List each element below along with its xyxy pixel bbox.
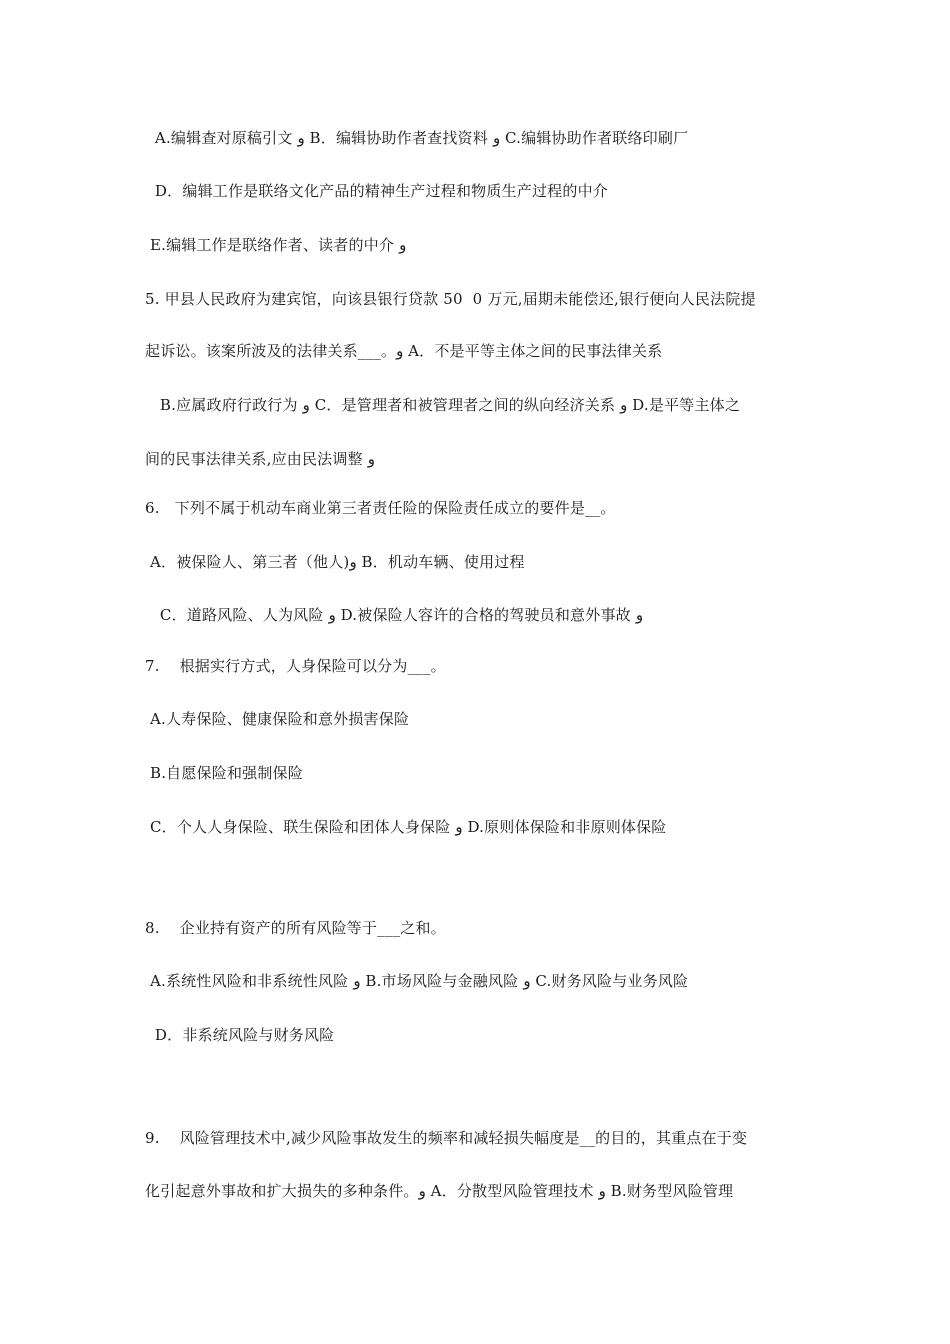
text-line: A.编辑查对原稿引文 ‌و B．编辑协助作者查找资料 ‌و C.编辑协助作者联络印刷厂 [145, 129, 689, 147]
question-6: 6. 下列不属于机动车商业第三者责任险的保险责任成立的要件是__。 [145, 499, 616, 517]
question-9-line-1: 9. 风险管理技术中,减少风险事故发生的频率和减轻损失幅度是__的目的，其重点在于变 [145, 1129, 748, 1147]
text-line: B.自愿保险和强制保险 [145, 764, 303, 782]
text-line: D．编辑工作是联络文化产品的精神生产过程和物质生产过程的中介 [145, 182, 608, 200]
text-line: A.系统性风险和非系统性风险 و B.市场风险与金融风险 و C.财务风险与业务风险 [145, 972, 689, 990]
text-line: B.应属政府行政行为 و C．是管理者和被管理者之间的纵向经济关系 و D.是平等主体之 [145, 396, 741, 414]
question-7: 7. 根据实行方式，人身保险可以分为___。 [145, 657, 446, 675]
question-5-line-2: 起诉讼。该案所波及的法律关系___。و A．不是平等主体之间的民事法律关系 [145, 342, 663, 360]
question-9-line-2: 化引起意外事故和扩大损失的多种条件。و A．分散型风险管理技术 و B.财务型风险管理 [145, 1182, 734, 1200]
text-line: A.人寿保险、健康保险和意外损害保险 [145, 710, 410, 728]
text-line: C．个人人身保险、联生保险和团体人身保险 و D.原则体保险和非原则体保险 [145, 818, 667, 836]
text-line: C．道路风险、人为风险 و D.被保险人容许的合格的驾驶员和意外事故 و [145, 606, 644, 624]
question-5-line-1: 5. 甲县人民政府为建宾馆，向该县银行贷款 50 0 万元,届期未能偿还,银行便向人民法院提 [145, 290, 756, 308]
text-line: A．被保险人、第三者（他人)و B．机动车辆、使用过程 [145, 553, 525, 571]
text-line: 间的民事法律关系,应由民法调整 و [145, 450, 375, 468]
question-8: 8. 企业持有资产的所有风险等于___之和。 [145, 919, 446, 937]
text-line: E.编辑工作是联络作者、读者的中介 و [145, 236, 407, 254]
text-line: D．非系统风险与财务风险 [145, 1026, 335, 1044]
